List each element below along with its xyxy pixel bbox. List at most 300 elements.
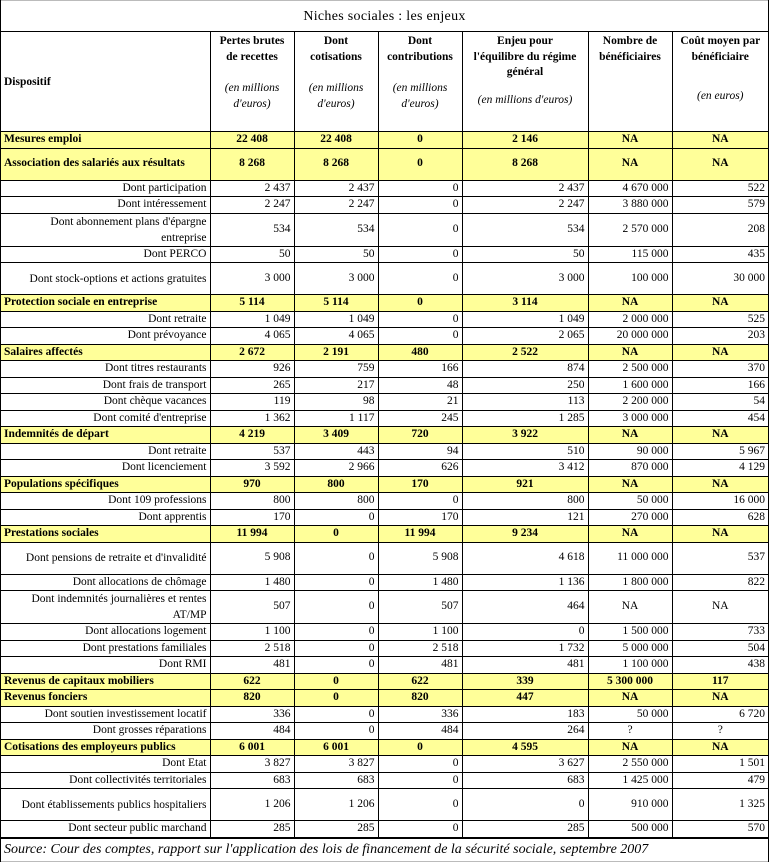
header-unit: (en euros) bbox=[696, 90, 744, 102]
cell-pertes-brutes: 6 001 bbox=[210, 739, 294, 756]
cell-cout-moyen: NA bbox=[672, 739, 768, 756]
cell-pertes-brutes: 970 bbox=[210, 476, 294, 493]
cell-dispositif: Dont allocations de chômage bbox=[1, 574, 210, 591]
cell-enjeu-regime-general: 0 bbox=[462, 624, 588, 641]
cell-pertes-brutes: 683 bbox=[210, 772, 294, 789]
cell-dont-contributions: 0 bbox=[378, 821, 462, 838]
cell-dont-contributions: 166 bbox=[378, 361, 462, 378]
cell-dont-contributions: 0 bbox=[378, 246, 462, 263]
cell-enjeu-regime-general: 1 285 bbox=[462, 410, 588, 427]
cell-dispositif: Dont frais de transport bbox=[1, 377, 210, 394]
cell-dispositif: Dont retraite bbox=[1, 443, 210, 460]
section-row bbox=[1, 148, 768, 180]
cell-pertes-brutes: 2 518 bbox=[210, 640, 294, 657]
cell-pertes-brutes: 534 bbox=[210, 213, 294, 246]
cell-dispositif: Salaires affectés bbox=[1, 344, 210, 361]
cell-enjeu-regime-general: 113 bbox=[462, 394, 588, 411]
cell-nombre-beneficiaires: NA bbox=[588, 344, 672, 361]
cell-pertes-brutes: 1 049 bbox=[210, 311, 294, 328]
cell-dont-cotisations: 3 000 bbox=[294, 263, 378, 295]
cell-enjeu-regime-general: 0 bbox=[462, 789, 588, 821]
cell-cout-moyen: 435 bbox=[672, 246, 768, 263]
table-row bbox=[1, 821, 768, 838]
cell-nombre-beneficiaires: NA bbox=[588, 690, 672, 707]
cell-nombre-beneficiaires: ? bbox=[588, 723, 672, 740]
cell-enjeu-regime-general: 339 bbox=[462, 673, 588, 690]
cell-pertes-brutes: 336 bbox=[210, 706, 294, 723]
cell-dont-cotisations: 800 bbox=[294, 476, 378, 493]
cell-nombre-beneficiaires: 20 000 000 bbox=[588, 328, 672, 345]
cell-cout-moyen: NA bbox=[672, 132, 768, 149]
table-row bbox=[1, 756, 768, 773]
cell-enjeu-regime-general: 50 bbox=[462, 246, 588, 263]
cell-cout-moyen: 54 bbox=[672, 394, 768, 411]
cell-dont-contributions: 0 bbox=[378, 295, 462, 312]
cell-cout-moyen: 454 bbox=[672, 410, 768, 427]
cell-enjeu-regime-general: 3 627 bbox=[462, 756, 588, 773]
cell-dont-cotisations: 0 bbox=[294, 591, 378, 624]
cell-dispositif: Dont établissements publics hospitaliers bbox=[1, 789, 210, 821]
table-row bbox=[1, 213, 768, 246]
table-row bbox=[1, 361, 768, 378]
cell-dispositif: Dont collectivités territoriales bbox=[1, 772, 210, 789]
cell-nombre-beneficiaires: 1 100 000 bbox=[588, 657, 672, 674]
cell-dont-contributions: 0 bbox=[378, 213, 462, 246]
cell-nombre-beneficiaires: 2 570 000 bbox=[588, 213, 672, 246]
cell-dont-contributions: 0 bbox=[378, 180, 462, 197]
cell-dont-cotisations: 0 bbox=[294, 640, 378, 657]
cell-dont-cotisations: 2 437 bbox=[294, 180, 378, 197]
cell-dont-contributions: 0 bbox=[378, 148, 462, 180]
cell-enjeu-regime-general: 3 000 bbox=[462, 263, 588, 295]
cell-pertes-brutes: 119 bbox=[210, 394, 294, 411]
cell-enjeu-regime-general: 2 146 bbox=[462, 132, 588, 149]
cell-nombre-beneficiaires: NA bbox=[588, 148, 672, 180]
section-row bbox=[1, 739, 768, 756]
cell-nombre-beneficiaires: 270 000 bbox=[588, 509, 672, 526]
cell-dont-cotisations: 217 bbox=[294, 377, 378, 394]
section-row bbox=[1, 526, 768, 543]
cell-pertes-brutes: 2 672 bbox=[210, 344, 294, 361]
cell-cout-moyen: 370 bbox=[672, 361, 768, 378]
cell-pertes-brutes: 1 100 bbox=[210, 624, 294, 641]
cell-dont-contributions: 170 bbox=[378, 476, 462, 493]
cell-dispositif: Indemnités de départ bbox=[1, 427, 210, 444]
cell-pertes-brutes: 2 247 bbox=[210, 197, 294, 214]
table-row bbox=[1, 509, 768, 526]
cell-pertes-brutes: 3 000 bbox=[210, 263, 294, 295]
header-label: Nombre de bénéficiaires bbox=[599, 35, 661, 63]
header-dont-contributions bbox=[378, 32, 462, 132]
cell-pertes-brutes: 481 bbox=[210, 657, 294, 674]
cell-enjeu-regime-general: 510 bbox=[462, 443, 588, 460]
table-row bbox=[1, 772, 768, 789]
cell-enjeu-regime-general: 285 bbox=[462, 821, 588, 838]
cell-dont-contributions: 11 994 bbox=[378, 526, 462, 543]
table-row bbox=[1, 493, 768, 510]
cell-dispositif: Revenus de capitaux mobiliers bbox=[1, 673, 210, 690]
cell-enjeu-regime-general: 447 bbox=[462, 690, 588, 707]
table-row bbox=[1, 591, 768, 624]
cell-cout-moyen: 504 bbox=[672, 640, 768, 657]
table-row bbox=[1, 640, 768, 657]
cell-nombre-beneficiaires: 2 000 000 bbox=[588, 311, 672, 328]
header-label: Pertes brutes de recettes bbox=[219, 35, 285, 63]
cell-dont-contributions: 0 bbox=[378, 756, 462, 773]
cell-pertes-brutes: 3 827 bbox=[210, 756, 294, 773]
cell-cout-moyen: 16 000 bbox=[672, 493, 768, 510]
cell-pertes-brutes: 4 219 bbox=[210, 427, 294, 444]
table-row bbox=[1, 706, 768, 723]
cell-enjeu-regime-general: 3 412 bbox=[462, 460, 588, 477]
cell-dont-cotisations: 4 065 bbox=[294, 328, 378, 345]
cell-nombre-beneficiaires: 2 200 000 bbox=[588, 394, 672, 411]
cell-dispositif: Dont stock-options et actions gratuites bbox=[1, 263, 210, 295]
section-row bbox=[1, 673, 768, 690]
table-row bbox=[1, 657, 768, 674]
header-enjeu-regime-general bbox=[462, 32, 588, 132]
cell-dispositif: Dont abonnement plans d'épargne entreprise bbox=[1, 213, 210, 246]
cell-dispositif: Dont apprentis bbox=[1, 509, 210, 526]
cell-dont-contributions: 0 bbox=[378, 493, 462, 510]
cell-pertes-brutes: 507 bbox=[210, 591, 294, 624]
cell-cout-moyen: NA bbox=[672, 690, 768, 707]
cell-dont-cotisations: 534 bbox=[294, 213, 378, 246]
cell-dispositif: Protection sociale en entreprise bbox=[1, 295, 210, 312]
cell-pertes-brutes: 484 bbox=[210, 723, 294, 740]
cell-cout-moyen: 525 bbox=[672, 311, 768, 328]
cell-dont-cotisations: 2 247 bbox=[294, 197, 378, 214]
cell-cout-moyen: 6 720 bbox=[672, 706, 768, 723]
cell-dont-cotisations: 0 bbox=[294, 723, 378, 740]
section-row bbox=[1, 295, 768, 312]
header-label: Enjeu pour l'équilibre du régime général bbox=[473, 35, 577, 78]
cell-enjeu-regime-general: 1 732 bbox=[462, 640, 588, 657]
cell-dont-cotisations: 683 bbox=[294, 772, 378, 789]
header-dispositif bbox=[1, 32, 210, 132]
cell-pertes-brutes: 1 362 bbox=[210, 410, 294, 427]
cell-dispositif: Revenus fonciers bbox=[1, 690, 210, 707]
cell-pertes-brutes: 22 408 bbox=[210, 132, 294, 149]
cell-enjeu-regime-general: 183 bbox=[462, 706, 588, 723]
table-row bbox=[1, 460, 768, 477]
header-nombre-beneficiaires bbox=[588, 32, 672, 132]
cell-enjeu-regime-general: 4 595 bbox=[462, 739, 588, 756]
cell-enjeu-regime-general: 921 bbox=[462, 476, 588, 493]
cell-enjeu-regime-general: 9 234 bbox=[462, 526, 588, 543]
niches-sociales-table bbox=[1, 32, 768, 838]
table-row bbox=[1, 542, 768, 574]
cell-nombre-beneficiaires: 910 000 bbox=[588, 789, 672, 821]
cell-enjeu-regime-general: 481 bbox=[462, 657, 588, 674]
cell-dispositif: Dont participation bbox=[1, 180, 210, 197]
cell-dispositif: Dont comité d'entreprise bbox=[1, 410, 210, 427]
header-cout-moyen bbox=[672, 32, 768, 132]
cell-pertes-brutes: 11 994 bbox=[210, 526, 294, 543]
cell-nombre-beneficiaires: 90 000 bbox=[588, 443, 672, 460]
cell-nombre-beneficiaires: 2 500 000 bbox=[588, 361, 672, 378]
cell-dont-contributions: 0 bbox=[378, 132, 462, 149]
cell-nombre-beneficiaires: 100 000 bbox=[588, 263, 672, 295]
cell-cout-moyen: ? bbox=[672, 723, 768, 740]
table-row bbox=[1, 410, 768, 427]
cell-nombre-beneficiaires: 2 550 000 bbox=[588, 756, 672, 773]
cell-enjeu-regime-general: 2 065 bbox=[462, 328, 588, 345]
cell-dont-contributions: 720 bbox=[378, 427, 462, 444]
cell-enjeu-regime-general: 4 618 bbox=[462, 542, 588, 574]
cell-nombre-beneficiaires: NA bbox=[588, 526, 672, 543]
cell-nombre-beneficiaires: 5 000 000 bbox=[588, 640, 672, 657]
cell-dispositif: Dont prévoyance bbox=[1, 328, 210, 345]
cell-pertes-brutes: 265 bbox=[210, 377, 294, 394]
cell-cout-moyen: NA bbox=[672, 344, 768, 361]
table-row bbox=[1, 789, 768, 821]
cell-cout-moyen: 537 bbox=[672, 542, 768, 574]
cell-enjeu-regime-general: 121 bbox=[462, 509, 588, 526]
cell-dont-cotisations: 0 bbox=[294, 574, 378, 591]
table-row bbox=[1, 443, 768, 460]
cell-nombre-beneficiaires: 1 425 000 bbox=[588, 772, 672, 789]
header-unit: (en millions d'euros) bbox=[308, 82, 364, 110]
table-row bbox=[1, 263, 768, 295]
cell-nombre-beneficiaires: 1 500 000 bbox=[588, 624, 672, 641]
cell-dont-cotisations: 443 bbox=[294, 443, 378, 460]
cell-cout-moyen: 1 325 bbox=[672, 789, 768, 821]
section-row bbox=[1, 344, 768, 361]
cell-pertes-brutes: 622 bbox=[210, 673, 294, 690]
header-label: Dont cotisations bbox=[310, 35, 362, 63]
cell-cout-moyen: 30 000 bbox=[672, 263, 768, 295]
cell-dont-cotisations: 2 191 bbox=[294, 344, 378, 361]
cell-pertes-brutes: 2 437 bbox=[210, 180, 294, 197]
cell-dont-contributions: 0 bbox=[378, 311, 462, 328]
cell-cout-moyen: 438 bbox=[672, 657, 768, 674]
cell-pertes-brutes: 4 065 bbox=[210, 328, 294, 345]
table-row bbox=[1, 394, 768, 411]
cell-dispositif: Dont secteur public marchand bbox=[1, 821, 210, 838]
cell-dont-cotisations: 6 001 bbox=[294, 739, 378, 756]
cell-enjeu-regime-general: 683 bbox=[462, 772, 588, 789]
cell-dont-contributions: 0 bbox=[378, 197, 462, 214]
table-body bbox=[1, 132, 768, 838]
cell-nombre-beneficiaires: 870 000 bbox=[588, 460, 672, 477]
table-row bbox=[1, 377, 768, 394]
cell-cout-moyen: 822 bbox=[672, 574, 768, 591]
cell-dispositif: Dont licenciement bbox=[1, 460, 210, 477]
cell-nombre-beneficiaires: NA bbox=[588, 295, 672, 312]
cell-pertes-brutes: 8 268 bbox=[210, 148, 294, 180]
cell-dont-contributions: 245 bbox=[378, 410, 462, 427]
cell-dont-cotisations: 0 bbox=[294, 542, 378, 574]
cell-nombre-beneficiaires: NA bbox=[588, 476, 672, 493]
cell-pertes-brutes: 50 bbox=[210, 246, 294, 263]
cell-nombre-beneficiaires: 50 000 bbox=[588, 493, 672, 510]
cell-enjeu-regime-general: 2 437 bbox=[462, 180, 588, 197]
cell-cout-moyen: 5 967 bbox=[672, 443, 768, 460]
cell-cout-moyen: 733 bbox=[672, 624, 768, 641]
cell-dont-contributions: 1 100 bbox=[378, 624, 462, 641]
cell-enjeu-regime-general: 250 bbox=[462, 377, 588, 394]
cell-nombre-beneficiaires: NA bbox=[588, 132, 672, 149]
cell-nombre-beneficiaires: 115 000 bbox=[588, 246, 672, 263]
cell-dispositif: Dont grosses réparations bbox=[1, 723, 210, 740]
cell-enjeu-regime-general: 534 bbox=[462, 213, 588, 246]
header-unit: (en millions d'euros) bbox=[477, 93, 573, 106]
table-row bbox=[1, 723, 768, 740]
section-row bbox=[1, 690, 768, 707]
table-row bbox=[1, 574, 768, 591]
cell-dont-contributions: 2 518 bbox=[378, 640, 462, 657]
cell-dont-cotisations: 0 bbox=[294, 706, 378, 723]
cell-dont-contributions: 0 bbox=[378, 739, 462, 756]
cell-nombre-beneficiaires: NA bbox=[588, 591, 672, 624]
cell-nombre-beneficiaires: 3 880 000 bbox=[588, 197, 672, 214]
cell-dispositif: Dont RMI bbox=[1, 657, 210, 674]
header-label: Dispositif bbox=[4, 75, 51, 88]
cell-dont-cotisations: 1 206 bbox=[294, 789, 378, 821]
cell-cout-moyen: 522 bbox=[672, 180, 768, 197]
cell-dispositif: Dont PERCO bbox=[1, 246, 210, 263]
source-note: Source: Cour des comptes, rapport sur l'application des lois de financement de la sécurité sociale, septembre 2007 bbox=[1, 838, 768, 862]
cell-pertes-brutes: 3 592 bbox=[210, 460, 294, 477]
cell-cout-moyen: NA bbox=[672, 591, 768, 624]
cell-dont-contributions: 1 480 bbox=[378, 574, 462, 591]
table-row bbox=[1, 624, 768, 641]
table-row bbox=[1, 311, 768, 328]
cell-enjeu-regime-general: 1 136 bbox=[462, 574, 588, 591]
table-row bbox=[1, 180, 768, 197]
cell-enjeu-regime-general: 1 049 bbox=[462, 311, 588, 328]
header-pertes-brutes bbox=[210, 32, 294, 132]
table-row bbox=[1, 328, 768, 345]
cell-nombre-beneficiaires: NA bbox=[588, 739, 672, 756]
cell-dont-cotisations: 8 268 bbox=[294, 148, 378, 180]
cell-dispositif: Dont soutien investissement locatif bbox=[1, 706, 210, 723]
cell-dont-cotisations: 759 bbox=[294, 361, 378, 378]
cell-dont-contributions: 170 bbox=[378, 509, 462, 526]
cell-dispositif: Dont 109 professions bbox=[1, 493, 210, 510]
cell-cout-moyen: NA bbox=[672, 148, 768, 180]
cell-dont-contributions: 481 bbox=[378, 657, 462, 674]
cell-pertes-brutes: 800 bbox=[210, 493, 294, 510]
cell-pertes-brutes: 1 480 bbox=[210, 574, 294, 591]
header-label: Dont contributions bbox=[387, 35, 453, 63]
cell-dont-contributions: 0 bbox=[378, 772, 462, 789]
cell-dont-contributions: 0 bbox=[378, 328, 462, 345]
cell-dispositif: Dont chèque vacances bbox=[1, 394, 210, 411]
section-row bbox=[1, 476, 768, 493]
cell-dont-cotisations: 1 049 bbox=[294, 311, 378, 328]
cell-dispositif: Dont prestations familiales bbox=[1, 640, 210, 657]
header-label: Coût moyen par bénéficiaire bbox=[680, 35, 761, 63]
cell-dont-cotisations: 3 409 bbox=[294, 427, 378, 444]
cell-dispositif: Dont Etat bbox=[1, 756, 210, 773]
section-row bbox=[1, 427, 768, 444]
cell-cout-moyen: 208 bbox=[672, 213, 768, 246]
cell-dont-cotisations: 98 bbox=[294, 394, 378, 411]
cell-nombre-beneficiaires: 1 800 000 bbox=[588, 574, 672, 591]
cell-dont-cotisations: 0 bbox=[294, 673, 378, 690]
header-unit: (en millions d'euros) bbox=[224, 82, 280, 110]
table-title: Niches sociales : les enjeux bbox=[1, 0, 768, 32]
cell-nombre-beneficiaires: 11 000 000 bbox=[588, 542, 672, 574]
cell-dont-cotisations: 22 408 bbox=[294, 132, 378, 149]
cell-nombre-beneficiaires: 5 300 000 bbox=[588, 673, 672, 690]
cell-pertes-brutes: 820 bbox=[210, 690, 294, 707]
cell-pertes-brutes: 537 bbox=[210, 443, 294, 460]
cell-dont-contributions: 622 bbox=[378, 673, 462, 690]
cell-cout-moyen: 4 129 bbox=[672, 460, 768, 477]
cell-dispositif: Dont retraite bbox=[1, 311, 210, 328]
cell-pertes-brutes: 5 908 bbox=[210, 542, 294, 574]
cell-dispositif: Dont allocations logement bbox=[1, 624, 210, 641]
cell-cout-moyen: 1 501 bbox=[672, 756, 768, 773]
cell-enjeu-regime-general: 264 bbox=[462, 723, 588, 740]
header-unit: (en millions d'euros) bbox=[392, 82, 448, 110]
cell-enjeu-regime-general: 464 bbox=[462, 591, 588, 624]
cell-dont-cotisations: 5 114 bbox=[294, 295, 378, 312]
cell-dispositif: Dont intéressement bbox=[1, 197, 210, 214]
cell-dispositif: Dont titres restaurants bbox=[1, 361, 210, 378]
cell-dont-cotisations: 2 966 bbox=[294, 460, 378, 477]
cell-nombre-beneficiaires: 500 000 bbox=[588, 821, 672, 838]
cell-cout-moyen: 479 bbox=[672, 772, 768, 789]
cell-pertes-brutes: 170 bbox=[210, 509, 294, 526]
cell-dont-contributions: 48 bbox=[378, 377, 462, 394]
cell-cout-moyen: 166 bbox=[672, 377, 768, 394]
cell-nombre-beneficiaires: 3 000 000 bbox=[588, 410, 672, 427]
cell-enjeu-regime-general: 8 268 bbox=[462, 148, 588, 180]
cell-dont-contributions: 626 bbox=[378, 460, 462, 477]
cell-dont-contributions: 21 bbox=[378, 394, 462, 411]
cell-enjeu-regime-general: 2 522 bbox=[462, 344, 588, 361]
cell-dispositif: Populations spécifiques bbox=[1, 476, 210, 493]
cell-cout-moyen: NA bbox=[672, 476, 768, 493]
cell-dont-contributions: 94 bbox=[378, 443, 462, 460]
cell-dont-cotisations: 1 117 bbox=[294, 410, 378, 427]
cell-dispositif: Mesures emploi bbox=[1, 132, 210, 149]
cell-enjeu-regime-general: 3 922 bbox=[462, 427, 588, 444]
cell-dont-contributions: 0 bbox=[378, 263, 462, 295]
cell-cout-moyen: 579 bbox=[672, 197, 768, 214]
header-dont-cotisations bbox=[294, 32, 378, 132]
cell-dont-contributions: 336 bbox=[378, 706, 462, 723]
cell-dont-contributions: 480 bbox=[378, 344, 462, 361]
cell-cout-moyen: 628 bbox=[672, 509, 768, 526]
cell-dispositif: Association des salariés aux résultats bbox=[1, 148, 210, 180]
cell-dont-contributions: 820 bbox=[378, 690, 462, 707]
cell-dont-cotisations: 0 bbox=[294, 657, 378, 674]
cell-nombre-beneficiaires: 1 600 000 bbox=[588, 377, 672, 394]
cell-pertes-brutes: 285 bbox=[210, 821, 294, 838]
cell-dont-cotisations: 800 bbox=[294, 493, 378, 510]
cell-dispositif: Prestations sociales bbox=[1, 526, 210, 543]
cell-dont-cotisations: 3 827 bbox=[294, 756, 378, 773]
cell-enjeu-regime-general: 800 bbox=[462, 493, 588, 510]
cell-cout-moyen: NA bbox=[672, 526, 768, 543]
cell-enjeu-regime-general: 2 247 bbox=[462, 197, 588, 214]
cell-nombre-beneficiaires: 50 000 bbox=[588, 706, 672, 723]
cell-cout-moyen: 203 bbox=[672, 328, 768, 345]
cell-dont-contributions: 5 908 bbox=[378, 542, 462, 574]
cell-dont-cotisations: 285 bbox=[294, 821, 378, 838]
header-row bbox=[1, 32, 768, 132]
cell-dispositif: Cotisations des employeurs publics bbox=[1, 739, 210, 756]
cell-dont-contributions: 0 bbox=[378, 789, 462, 821]
cell-nombre-beneficiaires: NA bbox=[588, 427, 672, 444]
cell-dispositif: Dont pensions de retraite et d'invalidité bbox=[1, 542, 210, 574]
cell-dont-cotisations: 0 bbox=[294, 624, 378, 641]
